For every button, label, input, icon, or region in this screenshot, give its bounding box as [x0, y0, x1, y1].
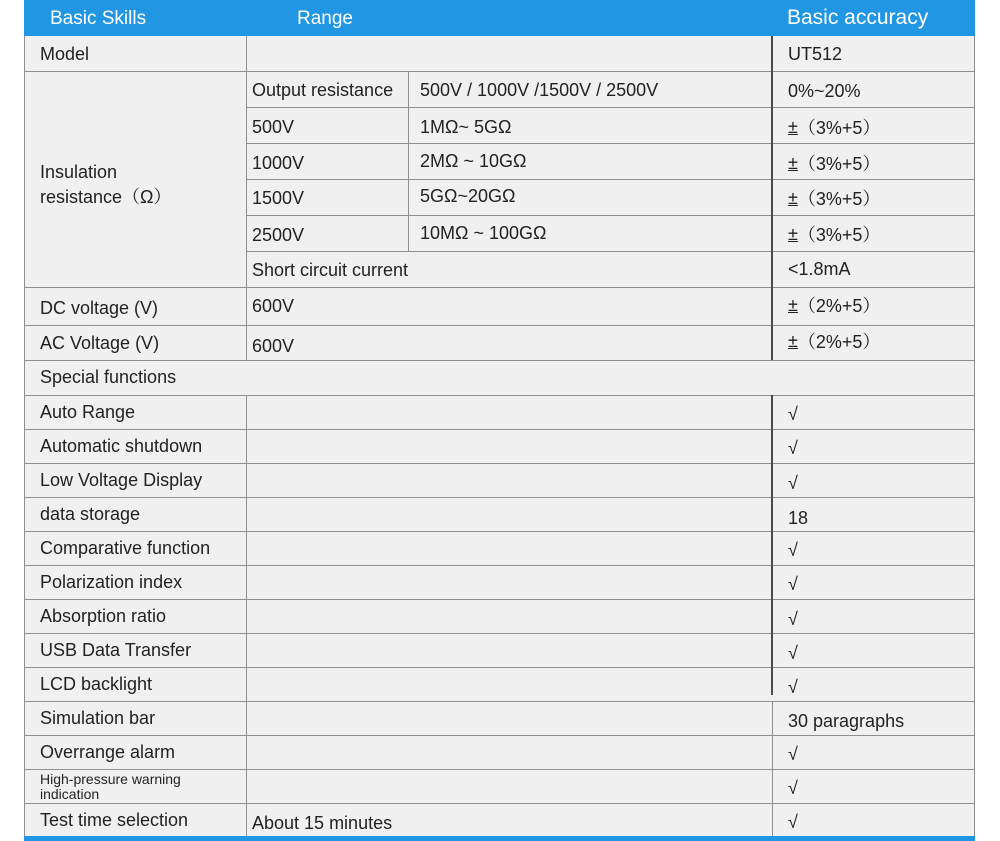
- plus-minus-sign: ±: [788, 187, 798, 208]
- grid-line: [246, 395, 247, 836]
- function-value: √: [788, 472, 798, 493]
- accuracy-value: （3%+5）: [797, 225, 881, 245]
- function-range: About 15 minutes: [252, 812, 393, 833]
- dc-voltage-accuracy: [772, 286, 975, 324]
- table-header: [24, 0, 975, 36]
- function-label: Overrange alarm: [40, 741, 176, 762]
- function-label: Simulation bar: [40, 707, 156, 728]
- function-value: 30 paragraphs: [788, 710, 905, 731]
- function-value: √: [788, 539, 798, 560]
- function-label: USB Data Transfer: [40, 639, 192, 660]
- function-label: Automatic shutdown: [40, 435, 203, 456]
- function-value: √: [788, 777, 798, 798]
- ac-voltage-label: AC Voltage (V): [40, 332, 160, 353]
- function-value: √: [788, 437, 798, 458]
- accuracy-value: （3%+5）: [797, 154, 881, 174]
- plus-minus-sign: ±: [788, 223, 798, 244]
- function-label: Test time selection: [40, 809, 189, 830]
- grid-line: [974, 36, 975, 836]
- plus-minus-sign: ±: [788, 294, 798, 315]
- grid-line: [246, 179, 975, 180]
- function-value: √: [788, 642, 798, 663]
- grid-line: [246, 251, 975, 252]
- grid-line: [772, 701, 773, 836]
- accuracy-value: （2%+5）: [797, 332, 881, 352]
- grid-line: [24, 667, 975, 668]
- insulation-row-voltage: 1500V: [252, 187, 305, 208]
- table-footer-bar: [24, 836, 975, 841]
- header-basic-accuracy: Basic accuracy: [787, 6, 929, 29]
- grid-line: [24, 599, 975, 600]
- grid-line: [408, 108, 409, 252]
- accuracy-value: （2%+5）: [797, 296, 881, 316]
- function-label: Auto Range: [40, 401, 136, 422]
- header-basic-skills: Basic Skills: [50, 8, 147, 29]
- function-value: 18: [788, 507, 809, 528]
- grid-line: [24, 463, 975, 464]
- function-value: √: [788, 676, 798, 697]
- spec-table: [24, 0, 975, 841]
- grid-line: [246, 215, 975, 216]
- output-resistance-label: Output resistance: [252, 79, 394, 100]
- grid-line: [24, 429, 975, 430]
- insulation-row-range: 10MΩ ~ 100GΩ: [420, 222, 547, 243]
- function-value: √: [788, 608, 798, 629]
- grid-line: [246, 143, 975, 144]
- insulation-label-line2: resistance（Ω）: [40, 187, 172, 207]
- insulation-row-range: 5GΩ~20GΩ: [420, 185, 516, 206]
- insulation-row-range: 1MΩ~ 5GΩ: [420, 116, 512, 137]
- dc-voltage-label: DC voltage (V): [40, 297, 159, 318]
- insulation-row-voltage: 2500V: [252, 224, 305, 245]
- grid-line: [24, 735, 975, 736]
- ac-voltage-accuracy: [772, 323, 975, 359]
- grid-line: [246, 36, 247, 360]
- function-label: Polarization index: [40, 571, 183, 592]
- output-resistance-range: 500V / 1000V /1500V / 2500V: [420, 79, 659, 100]
- grid-line: [24, 287, 975, 288]
- function-label: High-pressure warning indication: [40, 771, 181, 802]
- function-value: √: [788, 743, 798, 764]
- plus-minus-sign: ±: [788, 116, 798, 137]
- grid-line: [771, 36, 773, 360]
- function-value: √: [788, 403, 798, 424]
- grid-line: [24, 531, 975, 532]
- function-label: Comparative function: [40, 537, 211, 558]
- insulation-row-voltage: 1000V: [252, 152, 305, 173]
- grid-line: [771, 395, 773, 695]
- grid-line: [24, 769, 975, 770]
- short-circuit-value: <1.8mA: [788, 259, 851, 279]
- insulation-row-accuracy: [772, 144, 975, 182]
- insulation-row-accuracy: [772, 179, 975, 217]
- grid-line: [24, 701, 975, 702]
- accuracy-value: （3%+5）: [797, 189, 881, 209]
- grid-line: [24, 565, 975, 566]
- insulation-row-accuracy: [772, 215, 975, 253]
- grid-line: [24, 71, 975, 72]
- function-label: Low Voltage Display: [40, 469, 203, 490]
- accuracy-value: （3%+5）: [797, 118, 881, 138]
- function-value: √: [788, 811, 798, 832]
- grid-line: [24, 803, 975, 804]
- grid-line: [24, 395, 975, 396]
- function-value: √: [788, 573, 798, 594]
- output-resistance-accuracy: 0%~20%: [788, 80, 861, 101]
- ac-voltage-range: 600V: [252, 335, 295, 356]
- grid-line: [246, 107, 975, 108]
- header-range: Range: [297, 8, 353, 29]
- insulation-label-line1: Insulation: [40, 162, 118, 182]
- function-label: LCD backlight: [40, 673, 153, 694]
- insulation-row-range: 2MΩ ~ 10GΩ: [420, 150, 527, 171]
- insulation-row-accuracy: [772, 108, 975, 146]
- short-circuit-label: Short circuit current: [252, 260, 409, 280]
- grid-line: [24, 497, 975, 498]
- model-label: Model: [40, 43, 90, 64]
- grid-line: [24, 633, 975, 634]
- plus-minus-sign: ±: [788, 152, 798, 173]
- grid-line: [24, 36, 25, 836]
- insulation-row-voltage: 500V: [252, 116, 295, 137]
- grid-line: [24, 325, 975, 326]
- special-functions-heading: Special functions: [40, 367, 177, 387]
- function-label: Absorption ratio: [40, 605, 167, 626]
- grid-line: [24, 360, 975, 361]
- dc-voltage-range: 600V: [252, 295, 295, 316]
- plus-minus-sign: ±: [788, 330, 798, 351]
- insulation-label: [24, 72, 246, 287]
- grid-line: [408, 72, 409, 108]
- model-value: UT512: [788, 43, 843, 64]
- function-label: data storage: [40, 503, 141, 524]
